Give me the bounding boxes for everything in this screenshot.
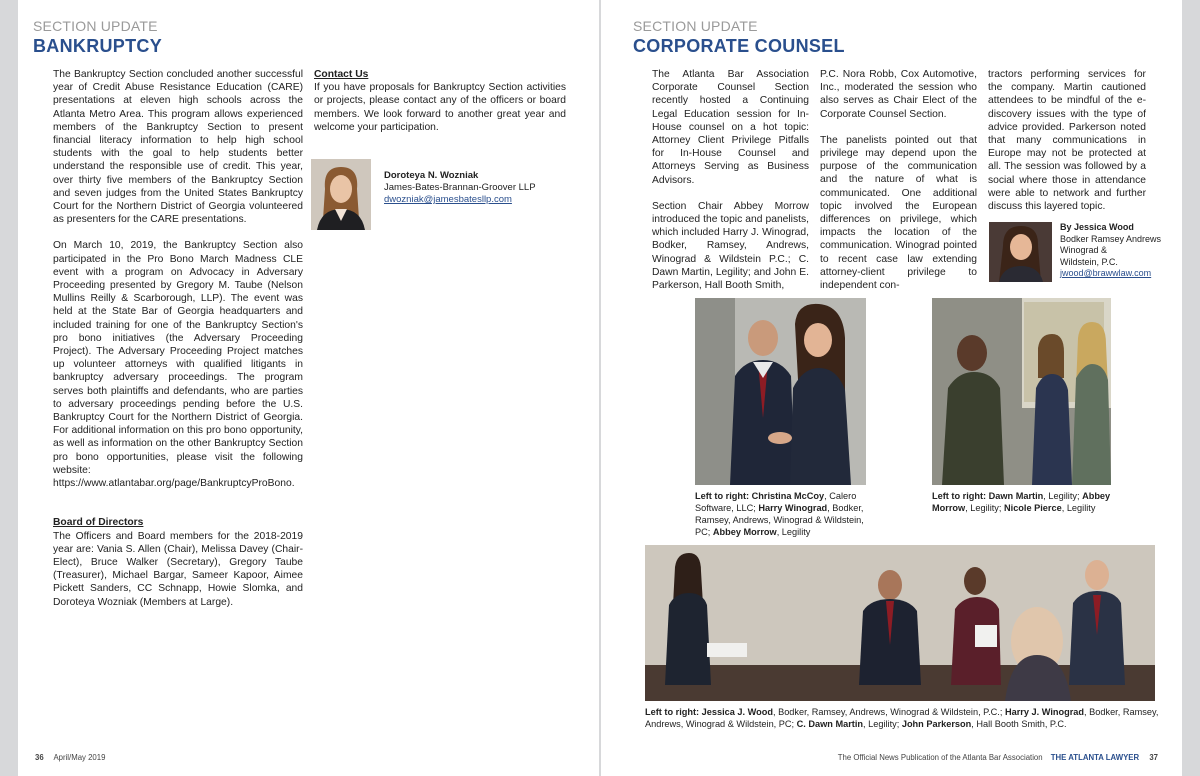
author-firm-line: Winograd & [1060, 245, 1108, 255]
caption-text: , Legility; [1043, 491, 1083, 501]
article-column-1 [652, 68, 809, 305]
caption-bold: Left to right: Dawn Martin [932, 491, 1044, 501]
article-column-1 [53, 68, 303, 609]
event-photo-1 [695, 298, 866, 485]
caption-bold: Left to right: Christina McCoy [695, 491, 825, 501]
paragraph: P.C. Nora Robb, Cox Automotive, Inc., moderated the session who also serves as Chair Elect of the Corporate Counsel Section. [820, 69, 977, 120]
right-page [601, 0, 1182, 776]
caption-bold: Abbey Morrow [712, 527, 777, 537]
paragraph: On March 10, 2019, the Bankruptcy Section also participated in the Pro Bono March Madness CLE event with a program on Advocacy in Adversary Proceeding presented by Gregory M. Taube (Nelson Mullins Reilly & Scarborough, LLP). The event was held at the State Bar of Georgia headquarters and included training for one of the Bankruptcy Section's pro bono initiatives (the Adversary Proceeding Project). The Adversary Proceeding Project matches up volunteer attorneys with qualified litigants in bankruptcy adversary proceedings. The program serves both plaintiffs and defendants, who are parties to adversary proceedings pending before the U.S. Bankruptcy Court for the Northern District of Georgia. For additional information on this pro bono opportunity, as well as information on the other Bankruptcy Section pro bono opportunities, please visit the following website: https://www.atlantabar.org/page/BankruptcyProBono. [53, 240, 303, 490]
caption-bold: C. Dawn Martin [796, 719, 864, 729]
caption-bold: Nicole Pierce [1004, 503, 1062, 513]
paragraph: The Bankruptcy Section concluded another successful year of Credit Abuse Resistance Education (CARE) presentations at eleven high schools across the Atlanta Metro Area. This program allows experienced members of the Bankruptcy Section to present financial literacy information to help high school students with the goal to help students better understand the responsible use of credit. This year, over thirty five members of the Bankruptcy Section and seven judges from the United States Bankruptcy Court for the Northern District of Georgia volunteered as presenters for the CARE presentations. [53, 69, 303, 226]
footer-left [35, 753, 105, 762]
paragraph: The panelists pointed out that privilege may depend upon the purpose of the communication and the nature of what is communicated. One additional topic involved the European differences on privilege, which impacts the location of the communication. Winograd pointed to recent case law extending attorney-client privilege to independent con- [820, 134, 977, 292]
author-photo [989, 222, 1052, 282]
issue-date: April/May 2019 [53, 753, 106, 762]
caption-text: , Legility [776, 527, 811, 537]
page-number: 37 [1149, 753, 1158, 762]
photo-1-caption [695, 490, 877, 538]
author-name: Doroteya N. Wozniak [384, 170, 479, 181]
contact-heading: Contact Us [314, 69, 369, 80]
caption-text: , Bodker, Ramsey, Andrews, Winograd & Wildstein, PC; [645, 707, 1159, 729]
caption-text: , Hall Booth Smith, P.C. [971, 719, 1067, 729]
article-column-2 [820, 68, 977, 305]
author-block [384, 170, 584, 206]
caption-bold: Left to right: Jessica J. Wood [645, 707, 773, 717]
caption-text: , Legility; [965, 503, 1004, 513]
section-kicker: SECTION UPDATE [33, 18, 158, 34]
publication-brand: THE ATLANTA LAWYER [1050, 753, 1140, 762]
paragraph: tractors performing services for the company. Martin cautioned attendees to be mindful of the e-discovery issues with the type of advice provided. Parkerson noted that many communications in Europe may not be protected at all. The session was followed by a social where those in attendance were able to network and further discuss this layered topic. [988, 69, 1146, 213]
article-column-3 [988, 68, 1146, 226]
author-firm: James-Bates-Brannan-Groover LLP [384, 182, 536, 193]
article-column-2 [314, 68, 566, 134]
caption-text: , Bodker, Ramsey, Andrews, Winograd & Wildstein, P.C.; [772, 707, 1005, 717]
author-firm-line: Bodker Ramsey Andrews [1060, 233, 1162, 244]
section-title: BANKRUPTCY [33, 36, 162, 56]
page-number: 36 [35, 753, 44, 762]
paragraph: The Atlanta Bar Association Corporate Counsel Section recently hosted a Continuing Legal Education session for In-House counsel on a hot topic: Attorney Client Privilege Pitfalls for In-House Counsel and Attorneys Serving as Business Advisors. [652, 69, 809, 186]
caption-text: , Bodker, Ramsey, Andrews, Winograd & Wildstein, PC; [695, 503, 864, 537]
caption-bold: Harry Winograd [758, 503, 828, 513]
event-photo-2 [932, 298, 1111, 485]
section-kicker: SECTION UPDATE [633, 18, 758, 34]
author-email-link[interactable]: jwood@brawwlaw.com [1060, 268, 1152, 278]
author-photo [311, 159, 371, 230]
footer-right [838, 753, 1158, 762]
caption-bold: Abbey Morrow [932, 491, 1111, 513]
caption-bold: Harry J. Winograd [1004, 707, 1085, 717]
left-page [18, 0, 599, 776]
caption-text: , Calero Software, LLC; [695, 491, 857, 513]
paragraph: Section Chair Abbey Morrow introduced the topic and panelists, which included Harry J. Winograd, Bodker, Ramsey, Andrews, Winograd & Wildstein P.C.; C. Dawn Martin, Legility; and John E. Parkerson, Hall Booth Smith, [652, 200, 809, 292]
photo-panel-caption [645, 706, 1161, 730]
author-firm-line: Wildstein, P.C. [1060, 256, 1118, 267]
author-email-link[interactable]: dwozniak@jamesbatesllp.com [384, 194, 512, 205]
publication-line: The Official News Publication of the Atlanta Bar Association [837, 753, 1043, 762]
board-heading: Board of Directors [53, 517, 144, 529]
author-byline: By Jessica Wood [1060, 222, 1134, 232]
contact-text: If you have proposals for Bankruptcy Section activities or projects, please contact any of the officers or board members. We look forward to another great year and welcome your participation. [314, 82, 566, 133]
author-block [1060, 222, 1180, 280]
board-text: The Officers and Board members for the 2018-2019 year are: Vania S. Allen (Chair), Melissa Davey (Chair-Elect), Bruce Walker (Secretary), Gregory Taube (Treasurer), Michael Bargar, Sameer Kapoor, Aimee Pickett Sanders, CC Schnapp, Howie Slomka, and Doroteya Wozniak (Members at Large). [53, 530, 303, 608]
event-photo-panel [645, 545, 1155, 701]
caption-bold: John Parkerson [901, 719, 972, 729]
section-title: CORPORATE COUNSEL [633, 36, 845, 56]
photo-2-caption [932, 490, 1122, 514]
caption-text: , Legility [1061, 503, 1096, 513]
caption-text: , Legility; [863, 719, 902, 729]
